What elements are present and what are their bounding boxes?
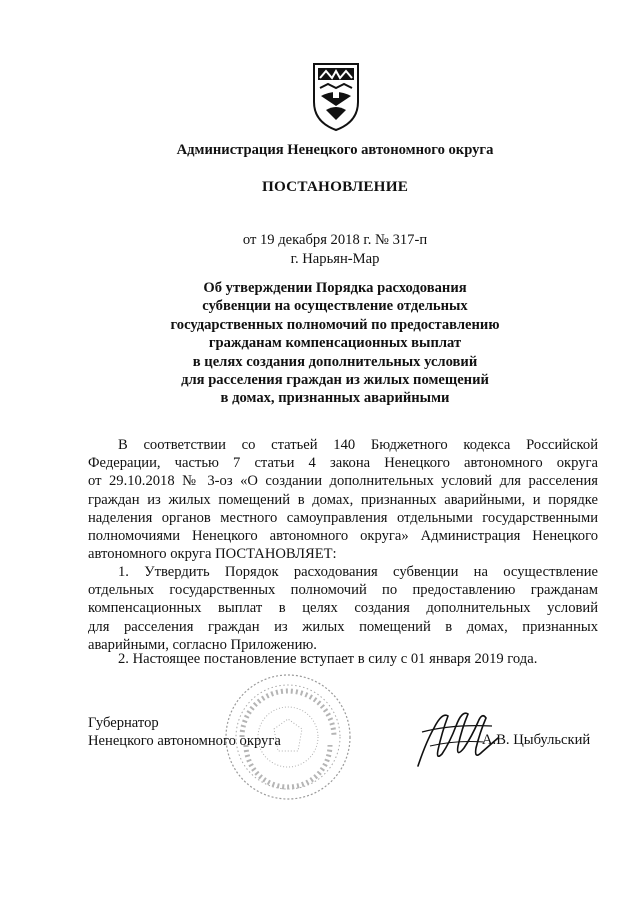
intro-paragraph xyxy=(88,436,598,563)
paragraph-line: 1. Утвердить Порядок расходования субвенции на осуществление xyxy=(118,564,598,580)
paragraph-line: отдельных государственных полномочий по предоставлению гражданам xyxy=(88,582,598,599)
title-line: для расселения граждан из жилых помещений xyxy=(181,372,489,389)
position-line: Губернатор xyxy=(88,715,159,731)
document-title xyxy=(40,279,630,408)
paragraph-line: граждан из жилых помещений в домах, признанных аварийными, и порядке xyxy=(88,491,598,508)
paragraph-line: В соответствии со статьей 140 Бюджетного кодекса Российской xyxy=(118,437,598,453)
title-line: государственных полномочий по предоставлению xyxy=(170,316,500,333)
paragraph-line: автономного округа ПОСТАНОВЛЯЕТ: xyxy=(88,546,337,563)
item-1-paragraph xyxy=(88,563,598,654)
paragraph-line: компенсационных выплат в целях создания дополнительных условий xyxy=(88,600,598,617)
paragraph-line: для расселения граждан из жилых помещений в домах, признанных xyxy=(88,618,598,635)
paragraph-line: аварийными, согласно Приложению. xyxy=(88,636,317,653)
city-name: г. Нарьян-Мар xyxy=(290,251,380,267)
title-line: субвенции на осуществление отдельных xyxy=(202,298,468,315)
paragraph-line: полномочиями Ненецкого автономного округа» Администрация Ненецкого xyxy=(88,528,598,545)
paragraph-line: наделения органов местного самоуправления отдельными государственными xyxy=(88,509,598,526)
organization-name: Администрация Ненецкого автономного округа xyxy=(176,142,494,158)
title-line: Об утверждении Порядка расходования xyxy=(203,280,467,296)
signatory-position xyxy=(88,714,281,751)
item-2-paragraph: 2. Настоящее постановление вступает в силу с 01 января 2019 года. xyxy=(118,651,538,667)
document-type: ПОСТАНОВЛЕНИЕ xyxy=(261,178,409,195)
paragraph-line: от 29.10.2018 № 3-оз «О создании дополнительных условий для расселения xyxy=(88,473,598,490)
title-line: гражданам компенсационных выплат xyxy=(208,335,462,352)
title-line: в целях создания дополнительных условий xyxy=(192,353,478,370)
date-and-number: от 19 декабря 2018 г. № 317-п xyxy=(242,232,428,248)
position-line: Ненецкого автономного округа xyxy=(88,733,281,750)
paragraph-line: Федерации, частью 7 статьи 4 закона Ненецкого автономного округа xyxy=(88,455,598,472)
title-line: в домах, признанных аварийными xyxy=(220,390,450,407)
coat-of-arms-emblem-icon xyxy=(306,58,366,132)
signatory-name: А.В. Цыбульский xyxy=(482,732,591,748)
